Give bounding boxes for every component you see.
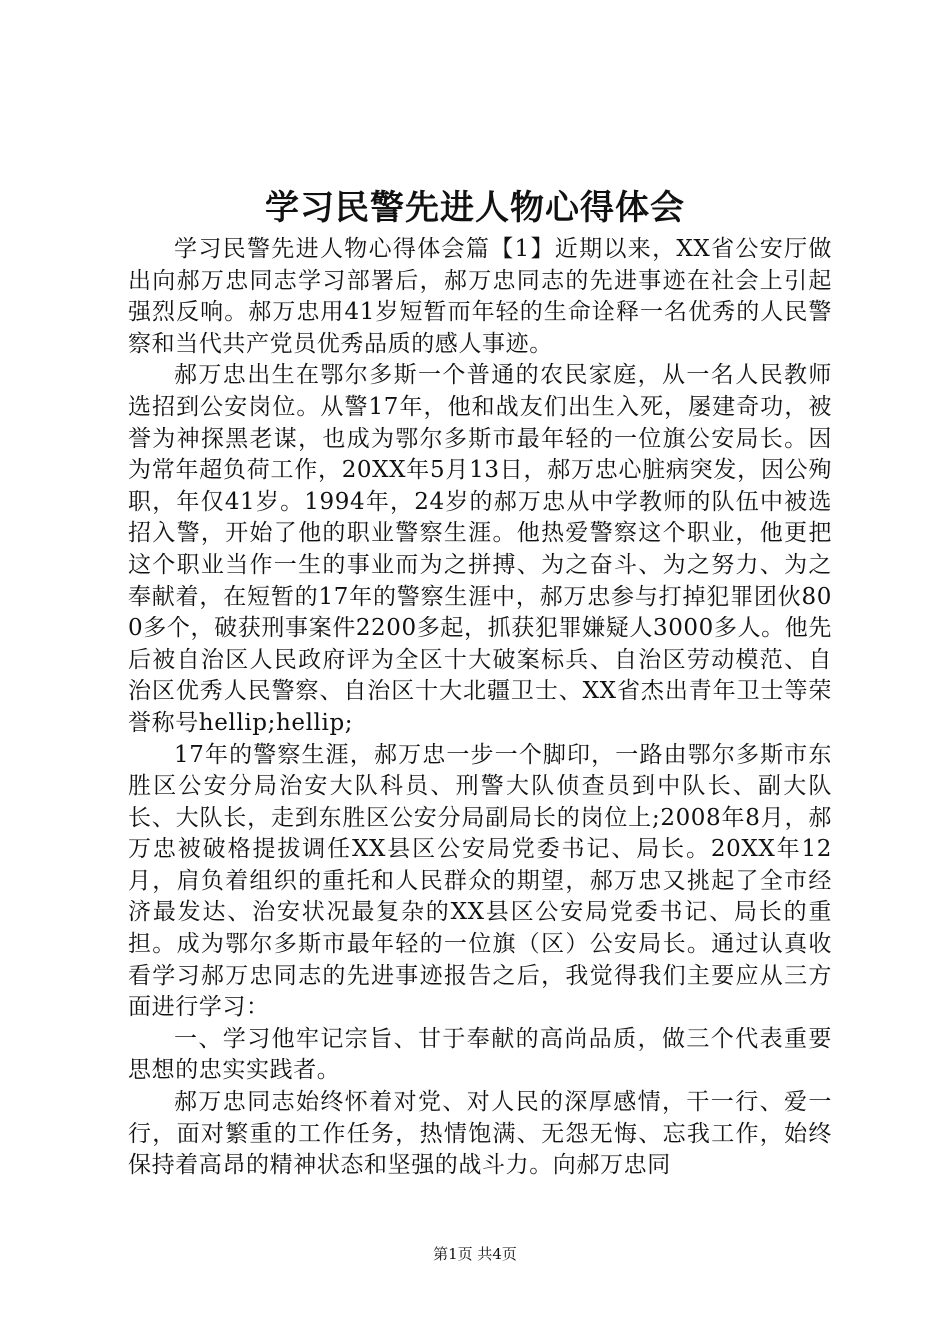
paragraph-4: 一、学习他牢记宗旨、甘于奉献的高尚品质，做三个代表重要思想的忠实实践者。 <box>128 1025 832 1084</box>
document-title: 学习民警先进人物心得体会 <box>265 188 685 228</box>
paragraph-3: 17年的警察生涯，郝万忠一步一个脚印，一路由鄂尔多斯市东胜区公安分局治安大队科员、刑警大队侦查员到中队长、副大队长、大队长，走到东胜区公安分局副局长的岗位上;2008年8月，郝万忠被破格提拔调任XX县区公安局党委书记、局长。20XX年12月，肩负着组织的重托和人民群众的期望，郝万忠又挑起了全市经济最发达、治安状况最复杂的XX县区公安局党委书记、局长的重担。成为鄂尔多斯市最年轻的一位旗（区）公安局长。通过认真收看学习郝万忠同志的先进事迹报告之后，我觉得我们主要应从三方面进行学习： <box>128 741 832 1021</box>
paragraph-2: 郝万忠出生在鄂尔多斯一个普通的农民家庭，从一名人民教师选招到公安岗位。从警17年，他和战友们出生入死，屡建奇功，被誉为神探黑老谋，也成为鄂尔多斯市最年轻的一位旗公安局长。因为常年超负荷工作，20XX年5月13日，郝万忠心脏病突发，因公殉职，年仅41岁。1994年，24岁的郝万忠从中学教师的队伍中被选招入警，开始了他的职业警察生涯。他热爱警察这个职业，他更把这个职业当作一生的事业而为之拼搏、为之奋斗、为之努力、为之奉献着，在短暂的17年的警察生涯中，郝万忠参与打掉犯罪团伙800多个，破获刑事案件2200多起，抓获犯罪嫌疑人3000多人。他先后被自治区人民政府评为全区十大破案标兵、自治区劳动模范、自治区优秀人民警察、自治区十大北疆卫士、XX省杰出青年卫士等荣誉称号hellip;hellip; <box>128 362 832 736</box>
paragraph-1: 学习民警先进人物心得体会篇【1】近期以来，XX省公安厅做出向郝万忠同志学习部署后，郝万忠同志的先进事迹在社会上引起强烈反响。郝万忠用41岁短暂而年轻的生命诠释一名优秀的人民警察和当代共产党员优秀品质的感人事迹。 <box>128 236 832 357</box>
paragraph-5: 郝万忠同志始终怀着对党、对人民的深厚感情，干一行、爱一行，面对繁重的工作任务，热情饱满、无怨无悔、忘我工作，始终保持着高昂的精神状态和坚强的战斗力。向郝万忠同 <box>128 1089 832 1179</box>
document-body <box>128 234 832 1182</box>
page-footer: 第1页 共4页 <box>433 1245 517 1263</box>
